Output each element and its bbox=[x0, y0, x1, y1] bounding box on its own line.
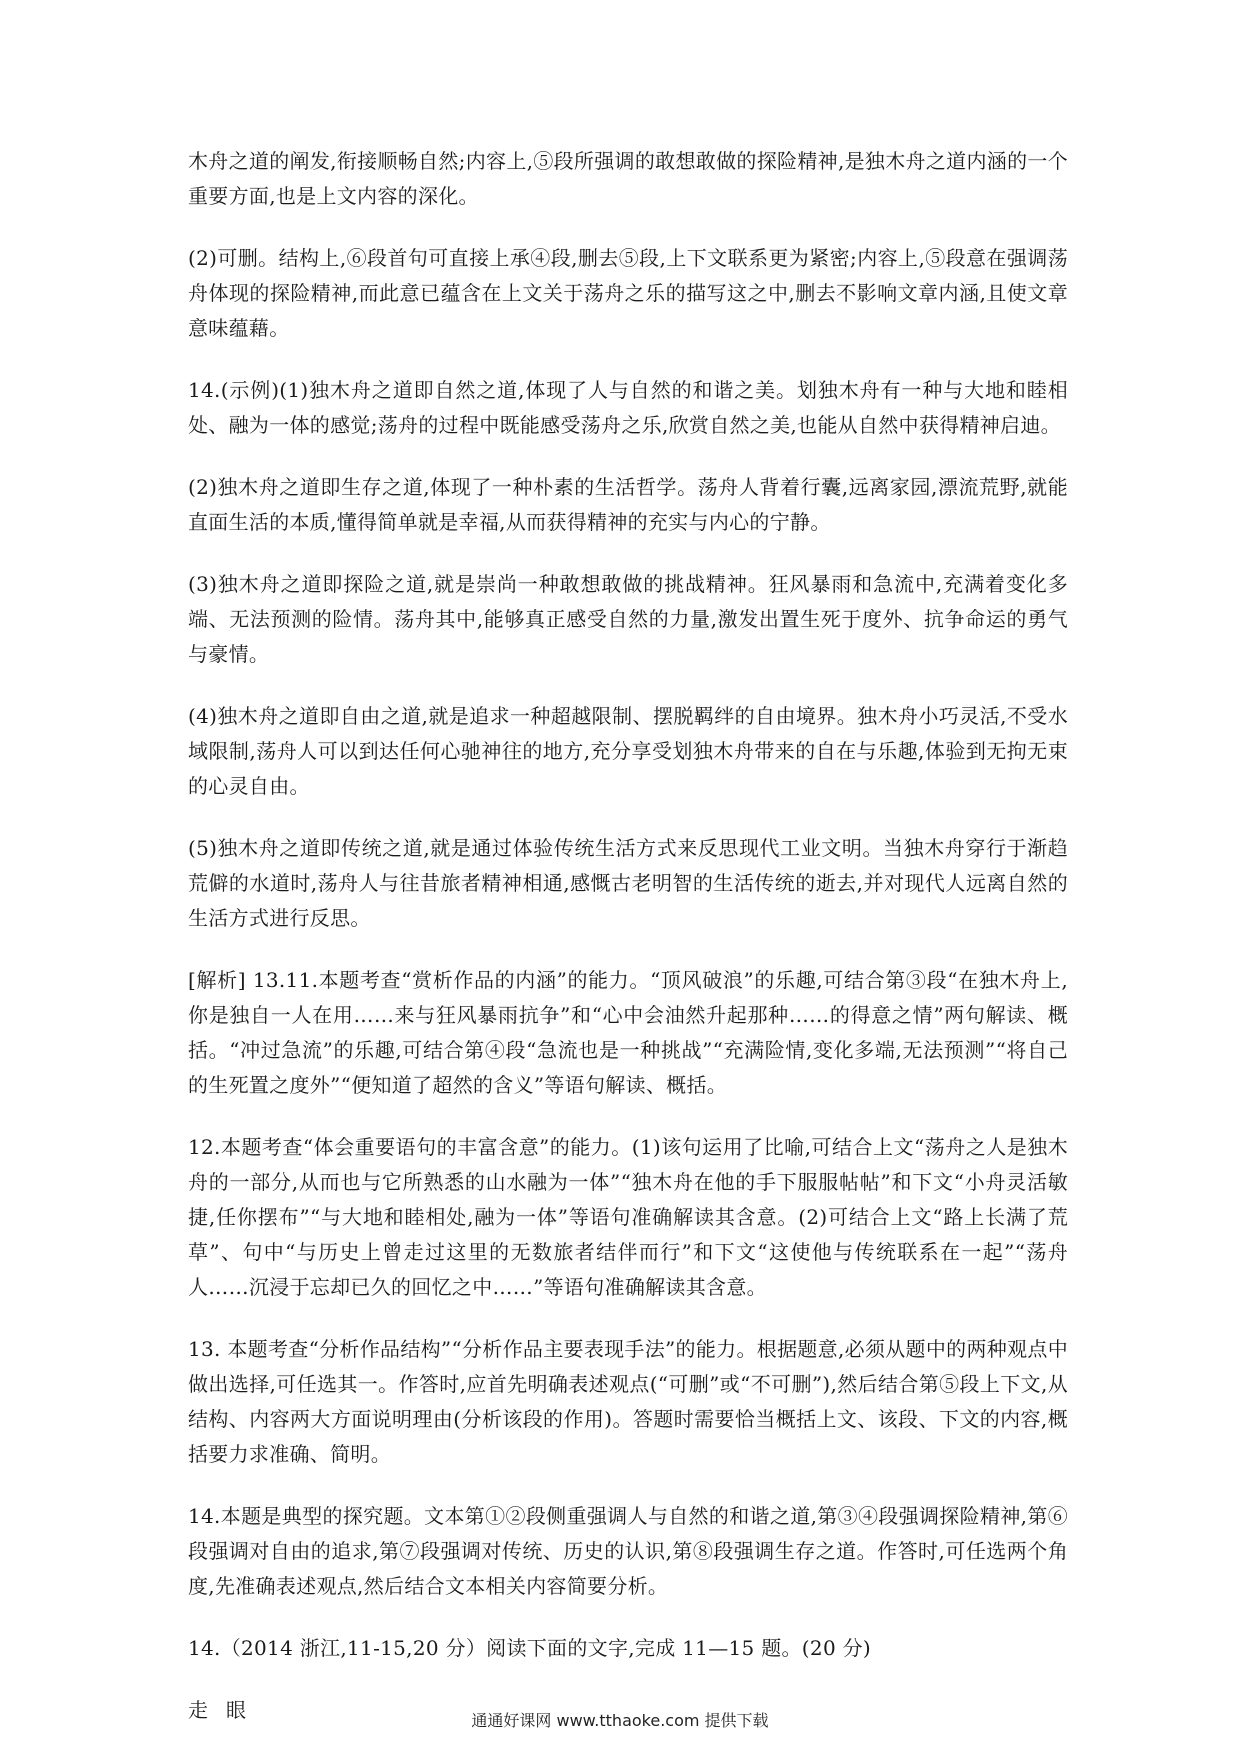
paragraph-analysis-13: 13. 本题考查“分析作品结构”“分析作品主要表现手法”的能力。根据题意,必须从题中的两种观点中做出选择,可任选其一。作答时,应首先明确表述观点(“可删”或“不可删”),然后结合第⑤段上下文,从结构、内容两大方面说明理由(分析该段的作用)。答题时需要恰当概括上文、该段、下文的内容,概括要力求准确、简明。 bbox=[188, 1337, 1068, 1466]
paragraph-analysis-11: [解析] 13.11.本题考查“赏析作品的内涵”的能力。“顶风破浪”的乐趣,可结合第③段“在独木舟上,你是独自一人在用……来与狂风暴雨抗争”和“心中会油然升起那种……的得意之情”两句解读、概括。“冲过急流”的乐趣,可结合第④段“急流也是一种挑战”“充满险情,变化多端,无法预测”“将自己的生死置之度外”“便知道了超然的含义”等语句解读、概括。 bbox=[188, 968, 1068, 1097]
paragraph-14-example-4: (4)独木舟之道即自由之道,就是追求一种超越限制、摆脱羁绊的自由境界。独木舟小巧灵活,不受水域限制,荡舟人可以到达任何心驰神往的地方,充分享受划独木舟带来的自在与乐趣,体验到无拘无束的心灵自由。 bbox=[188, 704, 1068, 798]
page-footer: 通通好课网 www.tthaoke.com 提供下载 bbox=[471, 1711, 769, 1730]
paragraph-question-14-intro: 14.（2014 浙江,11-15,20 分）阅读下面的文字,完成 11—15 题。(20 分) bbox=[188, 1636, 872, 1660]
paragraph-14-example-3: (3)独木舟之道即探险之道,就是崇尚一种敢想敢做的挑战精神。狂风暴雨和急流中,充满着变化多端、无法预测的险情。荡舟其中,能够真正感受自然的力量,激发出置生死于度外、抗争命运的勇气与豪情。 bbox=[188, 572, 1068, 666]
paragraph-analysis-12: 12.本题考查“体会重要语句的丰富含意”的能力。(1)该句运用了比喻,可结合上文“荡舟之人是独木舟的一部分,从而也与它所熟悉的山水融为一体”“独木舟在他的手下服服帖帖”和下文“小舟灵活敏捷,任你摆布”“与大地和睦相处,融为一体”等语句准确解读其含意。(2)可结合上文“路上长满了荒草”、句中“与历史上曾走过这里的无数旅者结伴而行”和下文“这使他与传统联系在一起”“荡舟人……沉浸于忘却已久的回忆之中……”等语句准确解读其含意。 bbox=[188, 1135, 1068, 1299]
paragraph-13-alternative-answer: (2)可删。结构上,⑥段首句可直接上承④段,删去⑤段,上下文联系更为紧密;内容上,⑤段意在强调荡舟体现的探险精神,而此意已蕴含在上文关于荡舟之乐的描写这之中,删去不影响文章内涵,且使文章意味蕴藉。 bbox=[188, 246, 1068, 340]
paragraph-13-2-continued: 木舟之道的阐发,衔接顺畅自然;内容上,⑤段所强调的敢想敢做的探险精神,是独木舟之道内涵的一个重要方面,也是上文内容的深化。 bbox=[188, 149, 1068, 208]
paragraph-14-example-5: (5)独木舟之道即传统之道,就是通过体验传统生活方式来反思现代工业文明。当独木舟穿行于渐趋荒僻的水道时,荡舟人与往昔旅者精神相通,感慨古老明智的生活传统的逝去,并对现代人远离自然的生活方式进行反思。 bbox=[188, 836, 1068, 930]
document-body bbox=[188, 144, 1068, 1728]
paragraph-14-example-2: (2)独木舟之道即生存之道,体现了一种朴素的生活哲学。荡舟人背着行囊,远离家园,漂流荒野,就能直面生活的本质,懂得简单就是幸福,从而获得精神的充实与内心的宁静。 bbox=[188, 475, 1068, 534]
article-title: 走眼 bbox=[188, 1698, 264, 1722]
paragraph-14-example-1: 14.(示例)(1)独木舟之道即自然之道,体现了人与自然的和谐之美。划独木舟有一种与大地和睦相处、融为一体的感觉;荡舟的过程中既能感受荡舟之乐,欣赏自然之美,也能从自然中获得精神启迪。 bbox=[188, 378, 1068, 437]
paragraph-analysis-14: 14.本题是典型的探究题。文本第①②段侧重强调人与自然的和谐之道,第③④段强调探险精神,第⑥段强调对自由的追求,第⑦段强调对传统、历史的认识,第⑧段强调生存之道。作答时,可任选两个角度,先准确表述观点,然后结合文本相关内容简要分析。 bbox=[188, 1504, 1068, 1598]
